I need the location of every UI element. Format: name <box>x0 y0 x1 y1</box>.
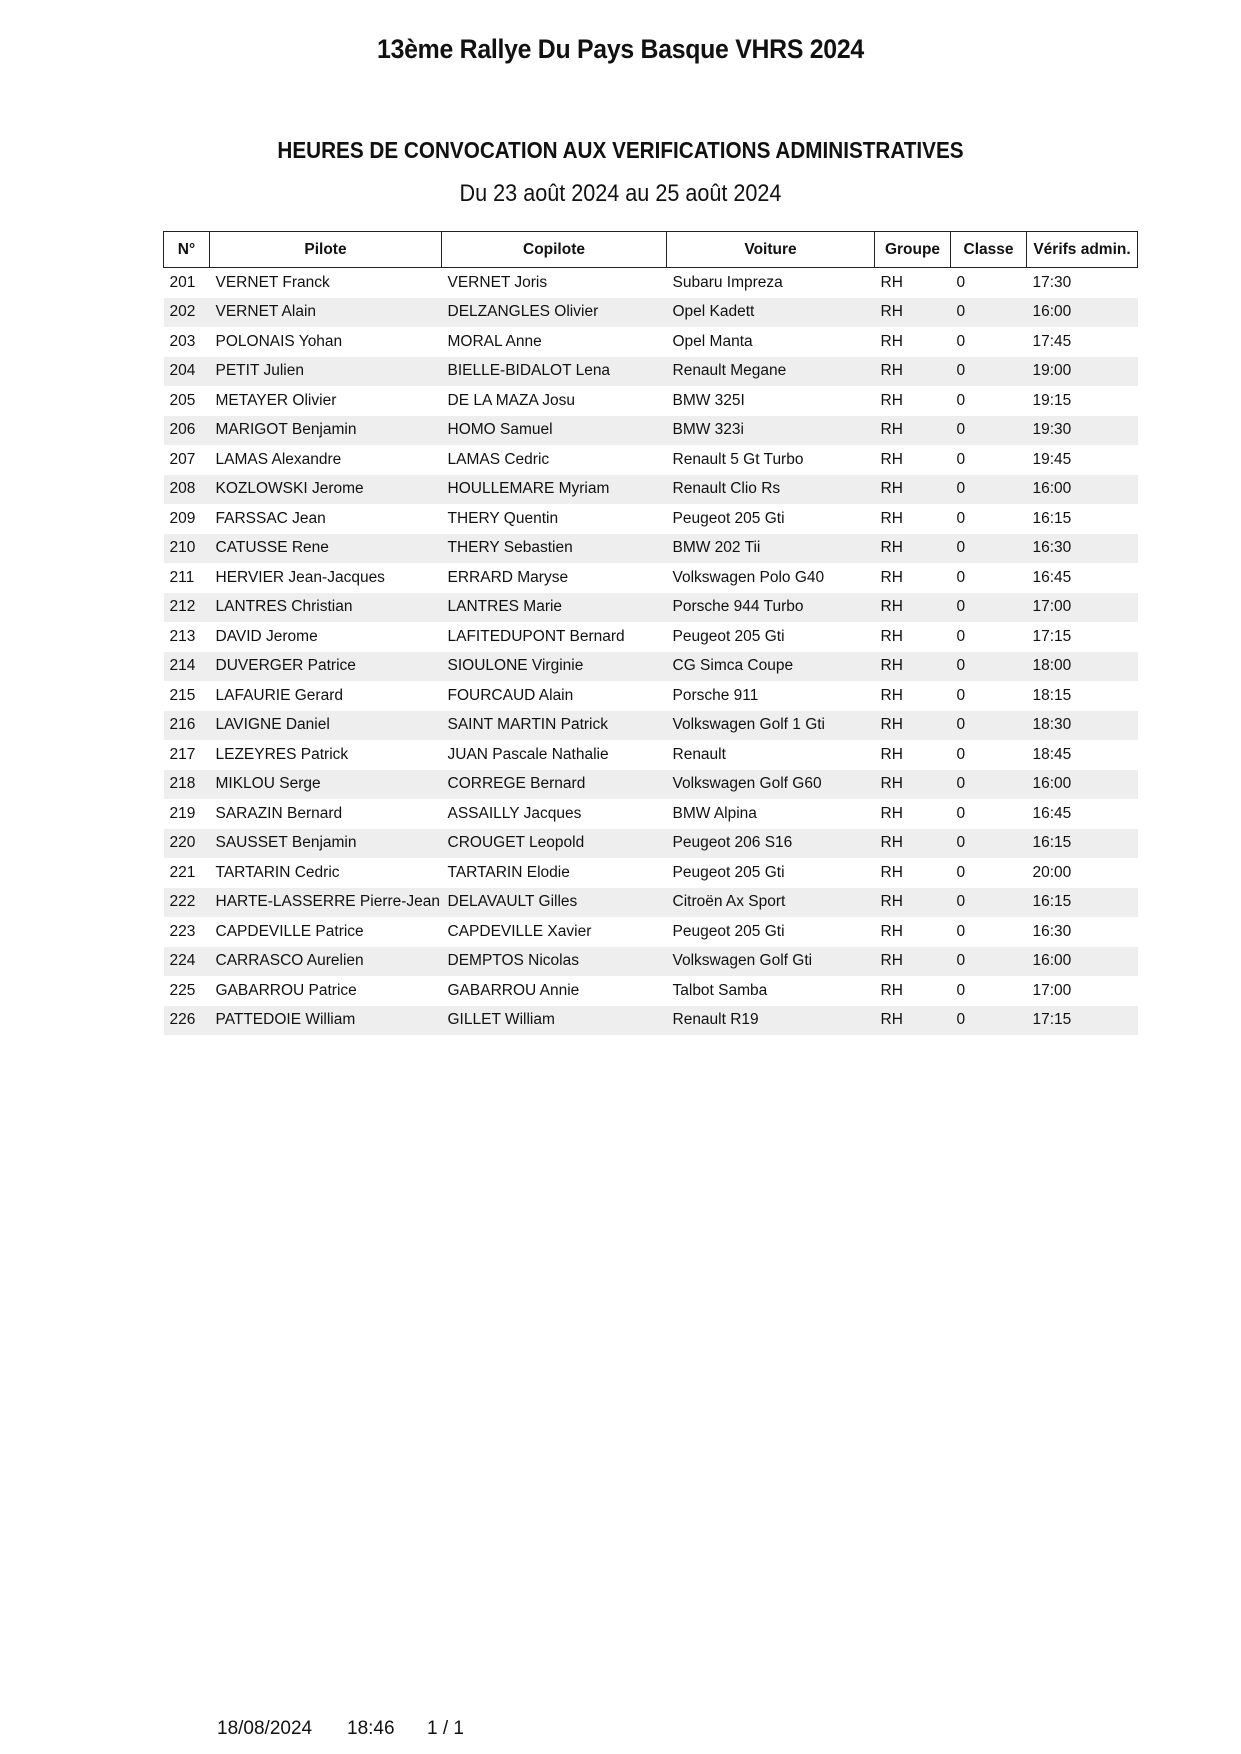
table-row <box>164 947 1138 977</box>
cell-groupe: RH <box>880 981 903 999</box>
cell-number: 202 <box>164 298 210 328</box>
cell-copilote: SIOULONE Virginie <box>442 652 667 682</box>
header-verifs-admin: Vérifs admin. <box>1027 232 1138 268</box>
table-row <box>164 386 1138 416</box>
header-pilote: Pilote <box>210 232 442 268</box>
cell-groupe: RH <box>875 770 951 800</box>
table-row <box>164 534 1138 564</box>
cell-verifs-admin: 16:00 <box>1027 947 1138 977</box>
cell-voiture: Subaru Impreza <box>672 273 783 291</box>
cell-number: 215 <box>169 686 196 704</box>
cell-copilote: HOULLEMARE Myriam <box>442 475 667 505</box>
table-row <box>164 593 1138 623</box>
cell-voiture: Volkswagen Golf 1 Gti <box>667 711 875 741</box>
cell-classe: 0 <box>956 627 966 645</box>
cell-classe: 0 <box>951 298 1027 328</box>
cell-number: 212 <box>164 593 210 623</box>
cell-verifs-admin: 18:30 <box>1027 711 1138 741</box>
cell-verifs-admin: 16:30 <box>1027 534 1138 564</box>
cell-verifs-admin: 16:15 <box>1027 829 1138 859</box>
cell-number: 208 <box>164 475 210 505</box>
table-body <box>164 268 1138 1036</box>
document-subtitle: HEURES DE CONVOCATION AUX VERIFICATIONS ADMINISTRATIVES <box>277 137 964 163</box>
cell-pilote: CAPDEVILLE Patrice <box>215 922 364 940</box>
cell-voiture: Porsche 944 Turbo <box>667 593 875 623</box>
cell-pilote: MARIGOT Benjamin <box>210 416 442 446</box>
cell-groupe: RH <box>880 922 903 940</box>
cell-classe: 0 <box>951 947 1027 977</box>
cell-number: 219 <box>169 804 196 822</box>
cell-voiture: Porsche 911 <box>672 686 759 704</box>
cell-number: 224 <box>164 947 210 977</box>
table-header-row <box>164 232 1138 268</box>
cell-pilote: HERVIER Jean-Jacques <box>215 568 385 586</box>
cell-voiture: Renault Megane <box>667 357 875 387</box>
header-classe: Classe <box>951 232 1027 268</box>
footer-page-number: 1 / 1 <box>427 1718 464 1739</box>
cell-groupe: RH <box>875 357 951 387</box>
cell-copilote: DELZANGLES Olivier <box>442 298 667 328</box>
cell-classe: 0 <box>951 770 1027 800</box>
cell-number: 216 <box>164 711 210 741</box>
table-row <box>164 1006 1138 1036</box>
cell-pilote: DAVID Jerome <box>215 627 318 645</box>
cell-number: 221 <box>169 863 196 881</box>
cell-pilote: LAVIGNE Daniel <box>210 711 442 741</box>
cell-voiture: Renault Clio Rs <box>667 475 875 505</box>
table-row <box>164 858 1138 888</box>
cell-verifs-admin: 16:15 <box>1027 888 1138 918</box>
cell-voiture: Opel Kadett <box>667 298 875 328</box>
header-copilote: Copilote <box>442 232 667 268</box>
cell-groupe: RH <box>880 273 903 291</box>
cell-classe: 0 <box>956 804 966 822</box>
cell-groupe: RH <box>875 888 951 918</box>
cell-copilote: ERRARD Maryse <box>447 568 569 586</box>
cell-copilote: THERY Quentin <box>447 509 559 527</box>
cell-classe: 0 <box>951 711 1027 741</box>
cell-copilote: JUAN Pascale Nathalie <box>447 745 609 763</box>
cell-number: 217 <box>169 745 196 763</box>
cell-groupe: RH <box>875 1006 951 1036</box>
cell-number: 223 <box>169 922 196 940</box>
cell-groupe: RH <box>880 568 903 586</box>
cell-copilote: DELAVAULT Gilles <box>442 888 667 918</box>
cell-pilote: TARTARIN Cedric <box>215 863 340 881</box>
cell-classe: 0 <box>951 357 1027 387</box>
cell-voiture: CG Simca Coupe <box>667 652 875 682</box>
table-row <box>164 917 1138 947</box>
cell-pilote: LAFAURIE Gerard <box>215 686 343 704</box>
cell-pilote: CATUSSE Rene <box>210 534 442 564</box>
cell-copilote: HOMO Samuel <box>442 416 667 446</box>
cell-verifs-admin: 19:00 <box>1027 357 1138 387</box>
cell-classe: 0 <box>956 391 966 409</box>
cell-number: 205 <box>169 391 196 409</box>
cell-classe: 0 <box>956 922 966 940</box>
cell-groupe: RH <box>875 416 951 446</box>
cell-number: 203 <box>169 332 196 350</box>
cell-voiture: Volkswagen Polo G40 <box>672 568 825 586</box>
table-row <box>164 976 1138 1006</box>
cell-copilote: THERY Sebastien <box>442 534 667 564</box>
cell-copilote: CORREGE Bernard <box>442 770 667 800</box>
cell-classe: 0 <box>956 686 966 704</box>
cell-pilote: SAUSSET Benjamin <box>210 829 442 859</box>
cell-classe: 0 <box>951 593 1027 623</box>
cell-groupe: RH <box>875 711 951 741</box>
cell-groupe: RH <box>880 450 903 468</box>
document-title: 13ème Rallye Du Pays Basque VHRS 2024 <box>377 34 864 64</box>
table-row <box>164 681 1138 711</box>
cell-copilote: LANTRES Marie <box>442 593 667 623</box>
cell-number: 207 <box>169 450 196 468</box>
cell-pilote: KOZLOWSKI Jerome <box>210 475 442 505</box>
cell-copilote: LAFITEDUPONT Bernard <box>447 627 625 645</box>
cell-pilote: LEZEYRES Patrick <box>215 745 349 763</box>
cell-number: 218 <box>164 770 210 800</box>
cell-groupe: RH <box>875 652 951 682</box>
convocation-table <box>163 231 1138 1035</box>
table-row <box>164 298 1138 328</box>
cell-classe: 0 <box>956 273 966 291</box>
cell-verifs-admin: 16:45 <box>1032 804 1072 822</box>
cell-number: 226 <box>164 1006 210 1036</box>
footer-date: 18/08/2024 <box>217 1718 313 1739</box>
cell-verifs-admin: 16:00 <box>1027 770 1138 800</box>
cell-pilote: SARAZIN Bernard <box>215 804 343 822</box>
cell-verifs-admin: 19:30 <box>1027 416 1138 446</box>
cell-number: 201 <box>169 273 196 291</box>
table-row <box>164 829 1138 859</box>
table-row <box>164 504 1138 534</box>
cell-verifs-admin: 16:00 <box>1027 475 1138 505</box>
cell-groupe: RH <box>880 686 903 704</box>
cell-verifs-admin: 19:45 <box>1032 450 1072 468</box>
table-row <box>164 711 1138 741</box>
table-row <box>164 622 1138 652</box>
cell-classe: 0 <box>956 981 966 999</box>
cell-groupe: RH <box>875 298 951 328</box>
table-row <box>164 327 1138 357</box>
cell-copilote: GABARROU Annie <box>447 981 580 999</box>
cell-voiture: Peugeot 205 Gti <box>672 922 785 940</box>
date-range: Du 23 août 2024 au 25 août 2024 <box>459 180 782 207</box>
cell-number: 204 <box>164 357 210 387</box>
table-row <box>164 888 1138 918</box>
cell-verifs-admin: 16:45 <box>1032 568 1072 586</box>
cell-pilote: HARTE-LASSERRE Pierre-Jean <box>210 888 442 918</box>
table-row <box>164 357 1138 387</box>
cell-copilote: FOURCAUD Alain <box>447 686 574 704</box>
cell-verifs-admin: 17:00 <box>1032 981 1072 999</box>
cell-groupe: RH <box>880 863 903 881</box>
cell-pilote: POLONAIS Yohan <box>215 332 343 350</box>
table-row <box>164 799 1138 829</box>
cell-groupe: RH <box>880 627 903 645</box>
cell-copilote: TARTARIN Elodie <box>447 863 570 881</box>
header-groupe: Groupe <box>875 232 951 268</box>
cell-voiture: Renault <box>672 745 726 763</box>
cell-verifs-admin: 17:45 <box>1032 332 1072 350</box>
cell-groupe: RH <box>875 829 951 859</box>
cell-voiture: Renault 5 Gt Turbo <box>672 450 804 468</box>
cell-number: 213 <box>169 627 196 645</box>
cell-verifs-admin: 17:15 <box>1032 627 1072 645</box>
cell-copilote: CROUGET Leopold <box>442 829 667 859</box>
cell-voiture: BMW 323i <box>667 416 875 446</box>
cell-verifs-admin: 19:15 <box>1032 391 1072 409</box>
cell-voiture: Renault R19 <box>667 1006 875 1036</box>
cell-copilote: DEMPTOS Nicolas <box>442 947 667 977</box>
cell-pilote: METAYER Olivier <box>215 391 337 409</box>
cell-groupe: RH <box>875 534 951 564</box>
cell-number: 210 <box>164 534 210 564</box>
cell-classe: 0 <box>951 829 1027 859</box>
cell-voiture: Peugeot 205 Gti <box>672 627 785 645</box>
cell-copilote: CAPDEVILLE Xavier <box>447 922 592 940</box>
cell-groupe: RH <box>875 593 951 623</box>
cell-classe: 0 <box>956 509 966 527</box>
cell-verifs-admin: 18:45 <box>1032 745 1072 763</box>
table-row <box>164 652 1138 682</box>
cell-verifs-admin: 17:00 <box>1027 593 1138 623</box>
cell-voiture: BMW 325I <box>672 391 745 409</box>
cell-voiture: Volkswagen Golf G60 <box>667 770 875 800</box>
cell-number: 211 <box>169 568 195 586</box>
cell-groupe: RH <box>875 947 951 977</box>
cell-classe: 0 <box>951 1006 1027 1036</box>
header-voiture: Voiture <box>667 232 875 268</box>
cell-verifs-admin: 16:00 <box>1027 298 1138 328</box>
cell-groupe: RH <box>880 804 903 822</box>
cell-copilote: VERNET Joris <box>447 273 548 291</box>
header-number: N° <box>164 232 210 268</box>
table-row <box>164 563 1138 593</box>
cell-copilote: LAMAS Cedric <box>447 450 550 468</box>
cell-copilote: BIELLE-BIDALOT Lena <box>442 357 667 387</box>
cell-number: 206 <box>164 416 210 446</box>
cell-verifs-admin: 16:30 <box>1032 922 1072 940</box>
cell-copilote: SAINT MARTIN Patrick <box>442 711 667 741</box>
table-row <box>164 416 1138 446</box>
cell-groupe: RH <box>880 745 903 763</box>
cell-verifs-admin: 17:15 <box>1027 1006 1138 1036</box>
cell-pilote: VERNET Franck <box>215 273 330 291</box>
cell-copilote: GILLET William <box>442 1006 667 1036</box>
cell-classe: 0 <box>951 534 1027 564</box>
cell-verifs-admin: 18:15 <box>1032 686 1072 704</box>
cell-groupe: RH <box>880 332 903 350</box>
cell-verifs-admin: 16:15 <box>1032 509 1072 527</box>
cell-groupe: RH <box>875 475 951 505</box>
cell-classe: 0 <box>956 745 966 763</box>
cell-verifs-admin: 17:30 <box>1032 273 1072 291</box>
cell-voiture: Peugeot 205 Gti <box>672 509 785 527</box>
cell-number: 209 <box>169 509 196 527</box>
cell-pilote: FARSSAC Jean <box>215 509 326 527</box>
cell-copilote: MORAL Anne <box>447 332 542 350</box>
cell-groupe: RH <box>880 391 903 409</box>
cell-pilote: PETIT Julien <box>210 357 442 387</box>
cell-pilote: LANTRES Christian <box>210 593 442 623</box>
cell-classe: 0 <box>956 863 966 881</box>
cell-pilote: MIKLOU Serge <box>210 770 442 800</box>
cell-pilote: PATTEDOIE William <box>210 1006 442 1036</box>
cell-voiture: Peugeot 206 S16 <box>667 829 875 859</box>
cell-classe: 0 <box>956 568 966 586</box>
table-row <box>164 268 1138 298</box>
table-row <box>164 740 1138 770</box>
cell-pilote: DUVERGER Patrice <box>210 652 442 682</box>
cell-pilote: CARRASCO Aurelien <box>210 947 442 977</box>
cell-number: 220 <box>164 829 210 859</box>
footer-time: 18:46 <box>347 1718 395 1739</box>
table-row <box>164 475 1138 505</box>
cell-copilote: ASSAILLY Jacques <box>447 804 582 822</box>
cell-classe: 0 <box>951 652 1027 682</box>
cell-pilote: VERNET Alain <box>210 298 442 328</box>
cell-voiture: Citroën Ax Sport <box>667 888 875 918</box>
cell-classe: 0 <box>956 332 966 350</box>
cell-voiture: Talbot Samba <box>672 981 768 999</box>
cell-voiture: Volkswagen Golf Gti <box>667 947 875 977</box>
cell-verifs-admin: 18:00 <box>1027 652 1138 682</box>
cell-verifs-admin: 20:00 <box>1032 863 1072 881</box>
cell-voiture: Peugeot 205 Gti <box>672 863 785 881</box>
cell-pilote: GABARROU Patrice <box>215 981 357 999</box>
cell-number: 225 <box>169 981 196 999</box>
cell-classe: 0 <box>951 416 1027 446</box>
cell-groupe: RH <box>880 509 903 527</box>
cell-classe: 0 <box>951 888 1027 918</box>
cell-number: 214 <box>164 652 210 682</box>
cell-voiture: BMW 202 Tii <box>667 534 875 564</box>
cell-number: 222 <box>164 888 210 918</box>
cell-voiture: Opel Manta <box>672 332 753 350</box>
cell-classe: 0 <box>956 450 966 468</box>
cell-pilote: LAMAS Alexandre <box>215 450 342 468</box>
table-row <box>164 445 1138 475</box>
cell-voiture: BMW Alpina <box>672 804 757 822</box>
cell-copilote: DE LA MAZA Josu <box>447 391 575 409</box>
cell-classe: 0 <box>951 475 1027 505</box>
table-row <box>164 770 1138 800</box>
